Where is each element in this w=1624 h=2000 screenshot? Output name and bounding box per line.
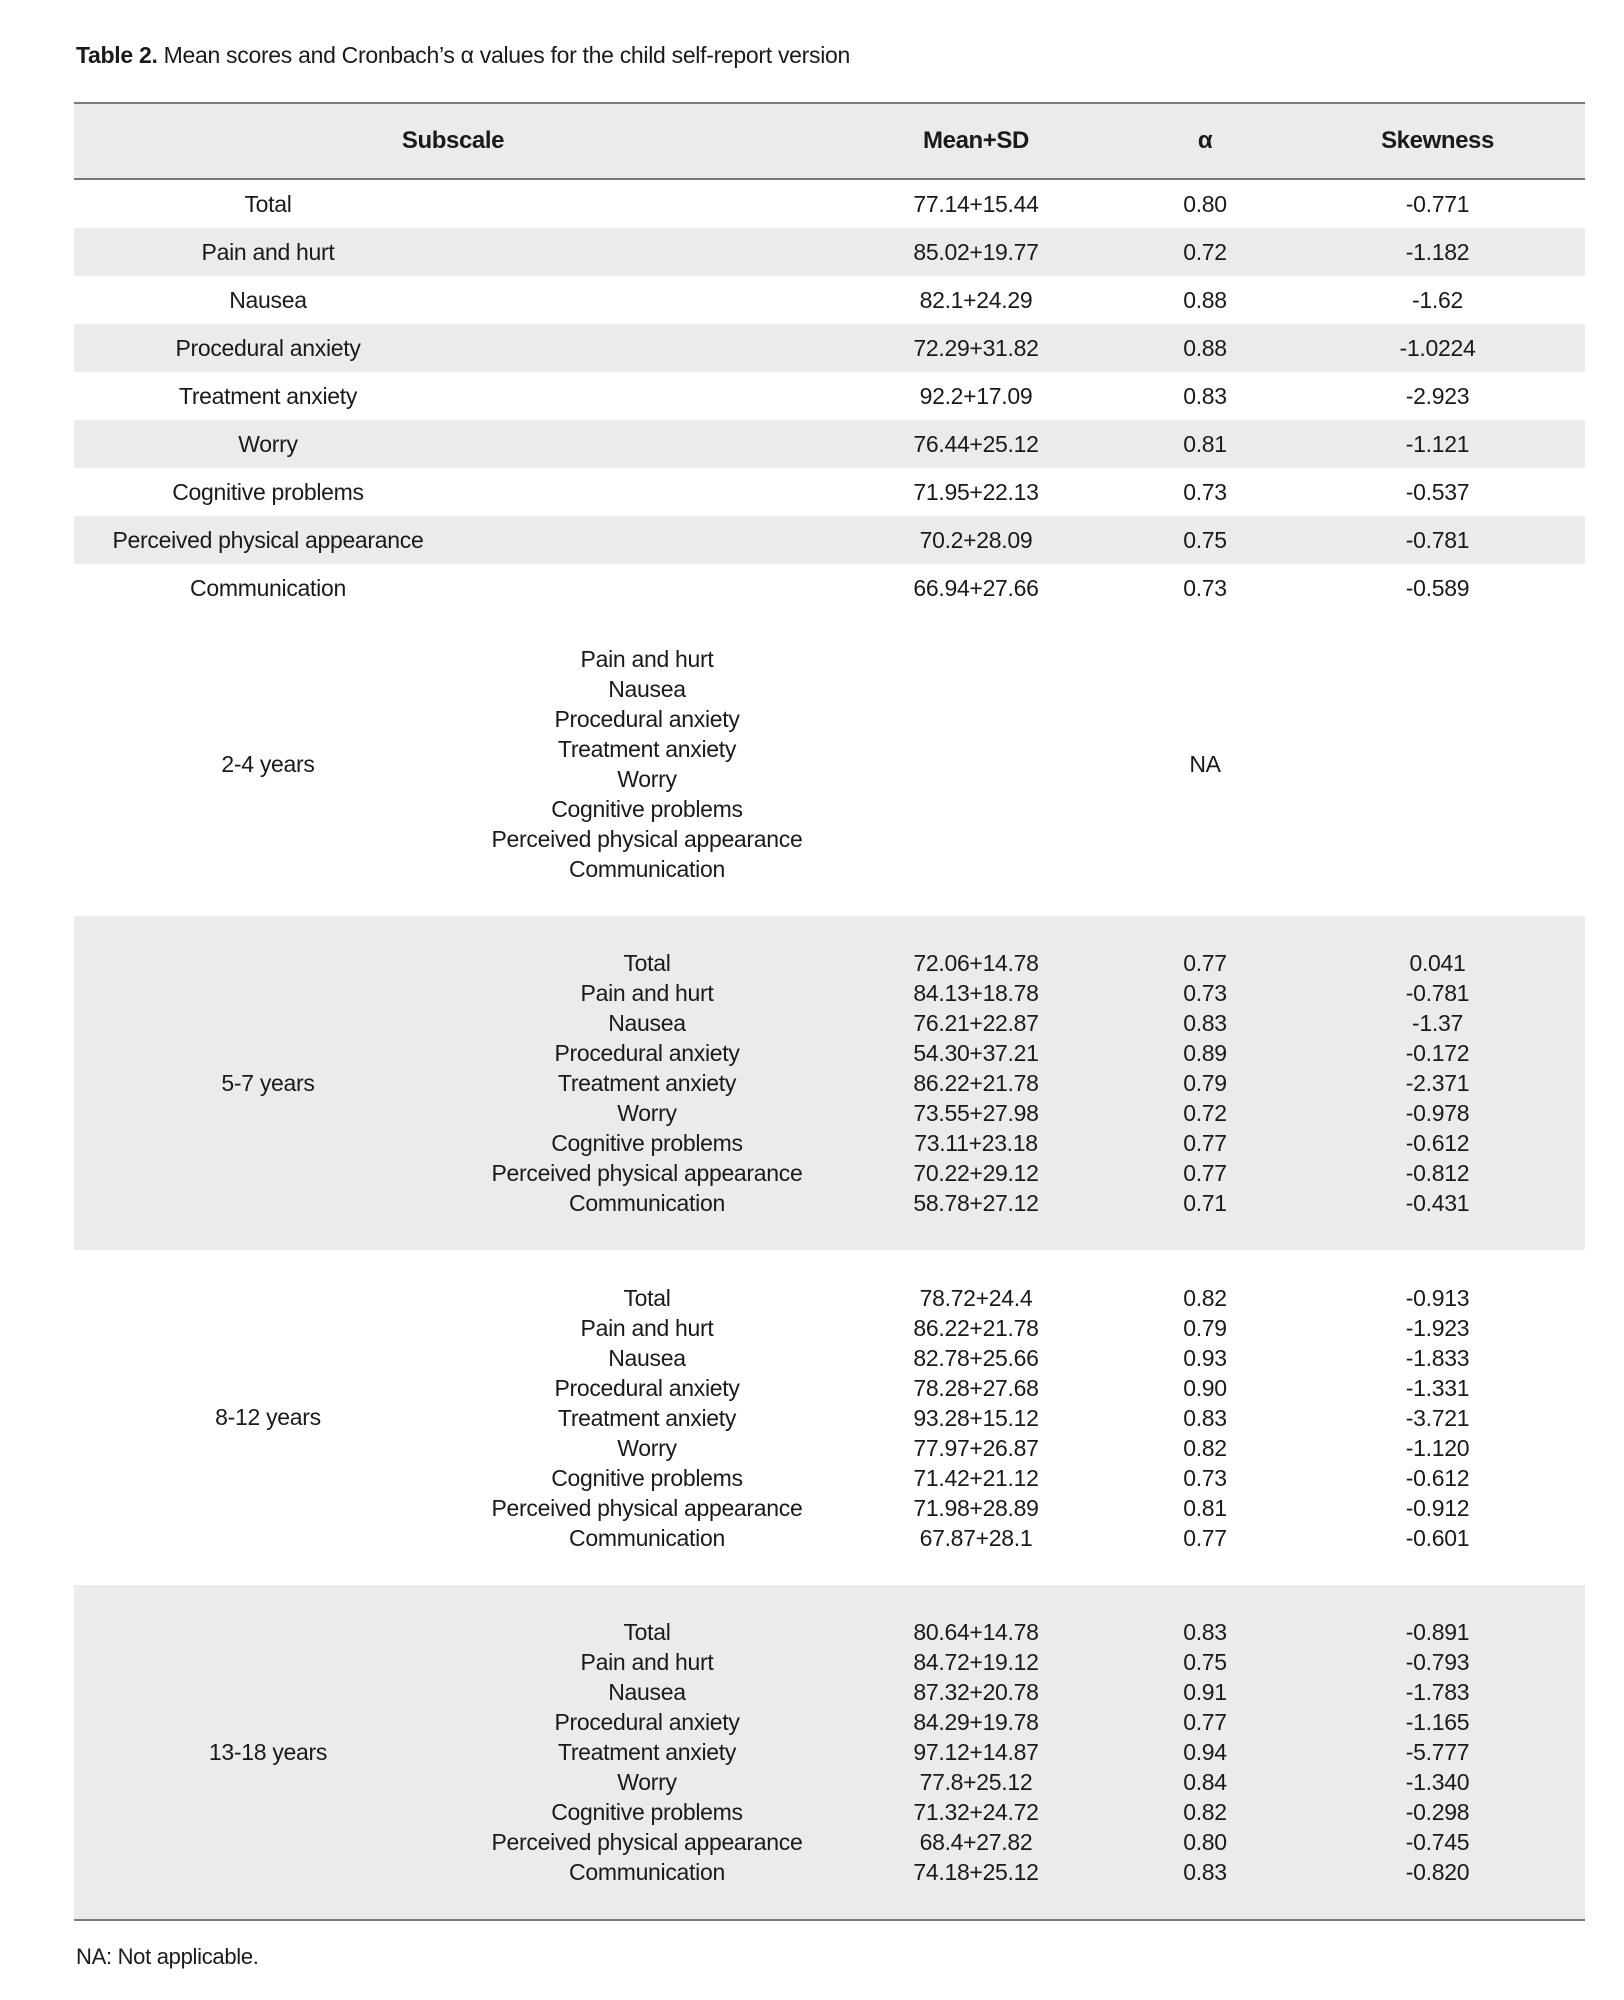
skewness-value: -1.783 (1405, 1679, 1470, 1705)
skewness-value: -1.37 (1412, 1010, 1463, 1036)
alpha-value: 0.93 (1183, 1344, 1227, 1371)
subscale-list (462, 612, 832, 916)
alpha-value: 0.82 (1183, 1284, 1227, 1311)
subscale-name: Procedural anxiety (554, 1040, 740, 1066)
mean-sd-value: 71.32+24.72 (913, 1799, 1039, 1825)
alpha-list (1120, 1585, 1290, 1919)
header-alpha: α (1197, 127, 1213, 154)
table-row (74, 276, 1585, 324)
subscale-name: Procedural anxiety (554, 1709, 740, 1735)
subscale-name: Perceived physical appearance (491, 1494, 803, 1521)
mean-sd-value: 86.22+21.78 (913, 1314, 1039, 1341)
mean-sd-value: 76.21+22.87 (913, 1010, 1039, 1036)
table-header (74, 104, 1585, 180)
alpha-list (1120, 612, 1290, 916)
cell-mean-sd: 77.14+15.44 (913, 190, 1039, 217)
mean-sd-value: 82.78+25.66 (913, 1344, 1039, 1371)
cell-subscale: Nausea (229, 286, 307, 313)
alpha-value: 0.73 (1183, 1464, 1227, 1491)
skewness-value: -1.833 (1405, 1344, 1470, 1371)
cell-subitem (462, 420, 832, 468)
cell-alpha: 0.73 (1183, 478, 1227, 505)
cell-subitem (462, 228, 832, 276)
mean-sd-value: 87.32+20.78 (913, 1679, 1039, 1705)
alpha-value: 0.79 (1183, 1314, 1227, 1341)
cell-subscale: Perceived physical appearance (112, 526, 424, 553)
mean-sd-value: 77.8+25.12 (919, 1769, 1033, 1795)
alpha-not-applicable: NA (1189, 751, 1221, 777)
cell-mean-sd: 70.2+28.09 (919, 526, 1033, 553)
cell-mean-sd: 76.44+25.12 (913, 430, 1039, 457)
skewness-value: -0.781 (1405, 980, 1470, 1006)
subscale-name: Pain and hurt (580, 646, 714, 672)
skewness-value: -0.812 (1405, 1160, 1470, 1186)
subscale-name: Communication (569, 1524, 725, 1551)
subscale-name: Communication (569, 1190, 725, 1216)
alpha-value: 0.75 (1183, 1649, 1227, 1675)
cell-subitem (462, 324, 832, 372)
cell-alpha: 0.73 (1183, 574, 1227, 601)
subscale-name: Perceived physical appearance (491, 1829, 803, 1855)
table-row (74, 228, 1585, 276)
cell-skewness: -0.589 (1405, 574, 1470, 601)
mean-sd-value: 58.78+27.12 (913, 1190, 1039, 1216)
cell-skewness: -0.781 (1405, 526, 1470, 553)
mean-sd-value: 84.13+18.78 (913, 980, 1039, 1006)
subscale-name: Communication (569, 1859, 725, 1885)
skewness-value: 0.041 (1409, 950, 1466, 976)
cell-subscale: Treatment anxiety (178, 382, 358, 409)
alpha-value: 0.84 (1183, 1769, 1227, 1795)
age-group-label: 13-18 years (208, 1738, 328, 1765)
alpha-value: 0.83 (1183, 1010, 1227, 1036)
skewness-value: -0.913 (1405, 1284, 1470, 1311)
subscale-name: Cognitive problems (551, 796, 743, 822)
mean-sd-value: 70.22+29.12 (913, 1160, 1039, 1186)
subscale-name: Cognitive problems (551, 1130, 743, 1156)
age-group-block (74, 1585, 1585, 1919)
skewness-value: -5.777 (1405, 1739, 1470, 1765)
table-row (74, 564, 1585, 612)
cell-mean-sd: 66.94+27.66 (913, 574, 1039, 601)
mean-sd-value: 72.06+14.78 (913, 950, 1039, 976)
alpha-list (1120, 1250, 1290, 1585)
table-row (74, 468, 1585, 516)
subscale-name: Nausea (608, 1679, 686, 1705)
age-group-block (74, 612, 1585, 916)
subscale-name: Pain and hurt (580, 980, 714, 1006)
cell-subitem (462, 564, 832, 612)
alpha-value: 0.80 (1183, 1829, 1227, 1855)
mean-sd-value: 54.30+37.21 (913, 1040, 1039, 1066)
subscale-name: Cognitive problems (551, 1799, 743, 1825)
cell-subscale: Worry (238, 430, 298, 457)
skewness-value: -0.431 (1405, 1190, 1470, 1216)
subscale-name: Worry (617, 1769, 677, 1795)
skewness-value: -0.793 (1405, 1649, 1470, 1675)
subscale-name: Treatment anxiety (557, 1070, 737, 1096)
caption-label: Table 2. (76, 42, 158, 68)
mean-sd-value: 78.72+24.4 (919, 1284, 1033, 1311)
mean-sd-value: 74.18+25.12 (913, 1859, 1039, 1885)
subscale-name: Pain and hurt (580, 1649, 714, 1675)
cell-subscale: Total (244, 190, 292, 217)
cell-subscale: Communication (190, 574, 346, 601)
cell-mean-sd: 71.95+22.13 (913, 478, 1039, 505)
mean-sd-list (832, 1250, 1120, 1585)
subscale-name: Treatment anxiety (557, 1739, 737, 1765)
cell-subitem (462, 372, 832, 420)
mean-sd-list (832, 916, 1120, 1250)
mean-sd-value: 71.42+21.12 (913, 1464, 1039, 1491)
cell-alpha: 0.72 (1183, 238, 1227, 265)
alpha-value: 0.83 (1183, 1404, 1227, 1431)
alpha-value: 0.83 (1183, 1859, 1227, 1885)
subscale-name: Treatment anxiety (557, 1404, 737, 1431)
cell-alpha: 0.80 (1183, 190, 1227, 217)
table-row (74, 372, 1585, 420)
table-row (74, 324, 1585, 372)
mean-sd-value: 78.28+27.68 (913, 1374, 1039, 1401)
skewness-value: -0.172 (1405, 1040, 1470, 1066)
skewness-value: -0.820 (1405, 1859, 1470, 1885)
cell-subitem (462, 468, 832, 516)
mean-sd-value: 84.29+19.78 (913, 1709, 1039, 1735)
mean-sd-list (832, 612, 1120, 916)
skewness-value: -1.331 (1405, 1374, 1470, 1401)
cell-skewness: -0.537 (1405, 478, 1470, 505)
alpha-value: 0.89 (1183, 1040, 1227, 1066)
mean-sd-value: 84.72+19.12 (913, 1649, 1039, 1675)
skewness-value: -1.340 (1405, 1769, 1470, 1795)
subscale-name: Pain and hurt (580, 1314, 714, 1341)
alpha-value: 0.77 (1183, 1130, 1227, 1156)
subscale-name: Worry (617, 766, 677, 792)
footnote: NA: Not applicable. (76, 1944, 259, 1969)
subscale-list (462, 1585, 832, 1919)
cell-alpha: 0.81 (1183, 430, 1227, 457)
mean-sd-list (832, 1585, 1120, 1919)
skewness-value: -0.891 (1405, 1619, 1470, 1645)
subscale-name: Perceived physical appearance (491, 1160, 803, 1186)
subscale-name: Cognitive problems (551, 1464, 743, 1491)
age-group-block (74, 916, 1585, 1250)
skewness-value: -2.371 (1405, 1070, 1470, 1096)
alpha-value: 0.91 (1183, 1679, 1227, 1705)
mean-sd-value: 68.4+27.82 (919, 1829, 1033, 1855)
skewness-value: -0.601 (1405, 1524, 1470, 1551)
skewness-value: -0.745 (1405, 1829, 1470, 1855)
mean-sd-value: 77.97+26.87 (913, 1434, 1039, 1461)
alpha-list (1120, 916, 1290, 1250)
alpha-value: 0.82 (1183, 1799, 1227, 1825)
cell-mean-sd: 72.29+31.82 (913, 334, 1039, 361)
results-table (74, 102, 1585, 1921)
alpha-value: 0.81 (1183, 1494, 1227, 1521)
skewness-list (1290, 1250, 1585, 1585)
mean-sd-value: 86.22+21.78 (913, 1070, 1039, 1096)
subscale-name: Nausea (608, 1010, 686, 1036)
subscale-name: Worry (617, 1100, 677, 1126)
header-skewness: Skewness (1381, 127, 1494, 154)
age-group-block (74, 1250, 1585, 1585)
alpha-value: 0.77 (1183, 1524, 1227, 1551)
skewness-value: -3.721 (1405, 1404, 1470, 1431)
cell-subitem (462, 276, 832, 324)
alpha-value: 0.77 (1183, 950, 1227, 976)
header-subscale: Subscale (401, 127, 505, 154)
subscale-name: Nausea (608, 1344, 686, 1371)
age-group-label: 2-4 years (221, 750, 315, 777)
cell-alpha: 0.88 (1183, 286, 1227, 313)
skewness-value: -0.978 (1405, 1100, 1470, 1126)
cell-skewness: -1.121 (1405, 430, 1470, 457)
age-group-label: 5-7 years (221, 1069, 315, 1096)
cell-skewness: -1.62 (1412, 286, 1463, 313)
cell-alpha: 0.75 (1183, 526, 1227, 553)
subscale-name: Treatment anxiety (557, 736, 737, 762)
mean-sd-value: 93.28+15.12 (913, 1404, 1039, 1431)
mean-sd-value: 73.55+27.98 (913, 1100, 1039, 1126)
skewness-value: -0.612 (1405, 1464, 1470, 1491)
mean-sd-value: 97.12+14.87 (913, 1739, 1039, 1765)
subscale-name: Worry (617, 1434, 677, 1461)
table-row (74, 180, 1585, 228)
cell-skewness: -2.923 (1405, 382, 1470, 409)
subscale-name: Procedural anxiety (554, 706, 740, 732)
alpha-value: 0.72 (1183, 1100, 1227, 1126)
cell-subscale: Procedural anxiety (175, 334, 361, 361)
skewness-value: -1.923 (1405, 1314, 1470, 1341)
subscale-name: Total (623, 1619, 671, 1645)
cell-mean-sd: 92.2+17.09 (919, 382, 1033, 409)
subscale-name: Communication (569, 856, 725, 882)
alpha-value: 0.77 (1183, 1160, 1227, 1186)
alpha-value: 0.71 (1183, 1190, 1227, 1216)
skewness-value: -1.120 (1405, 1434, 1470, 1461)
table-caption (76, 40, 850, 70)
alpha-value: 0.83 (1183, 1619, 1227, 1645)
age-group-label: 8-12 years (215, 1404, 321, 1430)
header-mean-sd: Mean+SD (923, 127, 1029, 154)
skewness-value: -0.612 (1405, 1130, 1470, 1156)
alpha-value: 0.82 (1183, 1434, 1227, 1461)
subscale-name: Total (623, 1284, 671, 1311)
cell-skewness: -0.771 (1405, 190, 1470, 217)
skewness-value: -0.298 (1405, 1799, 1470, 1825)
subscale-name: Perceived physical appearance (491, 826, 803, 852)
alpha-value: 0.79 (1183, 1070, 1227, 1096)
table-row (74, 516, 1585, 564)
cell-subscale: Cognitive problems (172, 478, 364, 505)
cell-mean-sd: 85.02+19.77 (913, 238, 1039, 265)
overall-rows (74, 180, 1585, 612)
mean-sd-value: 71.98+28.89 (913, 1494, 1039, 1521)
cell-subitem (462, 516, 832, 564)
alpha-value: 0.90 (1183, 1374, 1227, 1401)
cell-subscale: Pain and hurt (201, 238, 335, 265)
cell-skewness: -1.182 (1405, 238, 1470, 265)
mean-sd-value: 80.64+14.78 (913, 1619, 1039, 1645)
cell-mean-sd: 82.1+24.29 (919, 286, 1033, 313)
skewness-list (1290, 612, 1585, 916)
table-row (74, 420, 1585, 468)
cell-skewness: -1.0224 (1399, 334, 1476, 361)
subscale-name: Procedural anxiety (554, 1374, 740, 1401)
skewness-value: -0.912 (1405, 1494, 1470, 1521)
alpha-value: 0.77 (1183, 1709, 1227, 1735)
subscale-name: Nausea (608, 676, 686, 702)
mean-sd-value: 73.11+23.18 (914, 1130, 1038, 1156)
cell-alpha: 0.83 (1183, 382, 1227, 409)
caption-text: Mean scores and Cronbach’s α values for the child self-report version (157, 42, 850, 68)
cell-subitem (462, 180, 832, 228)
skewness-list (1290, 1585, 1585, 1919)
subscale-name: Total (623, 950, 671, 976)
alpha-value: 0.73 (1183, 980, 1227, 1006)
skewness-value: -1.165 (1405, 1709, 1470, 1735)
age-group-blocks (74, 612, 1585, 1919)
subscale-list (462, 916, 832, 1250)
cell-alpha: 0.88 (1183, 334, 1227, 361)
skewness-list (1290, 916, 1585, 1250)
alpha-value: 0.94 (1183, 1739, 1227, 1765)
mean-sd-value: 67.87+28.1 (919, 1524, 1033, 1551)
subscale-list (462, 1250, 832, 1585)
